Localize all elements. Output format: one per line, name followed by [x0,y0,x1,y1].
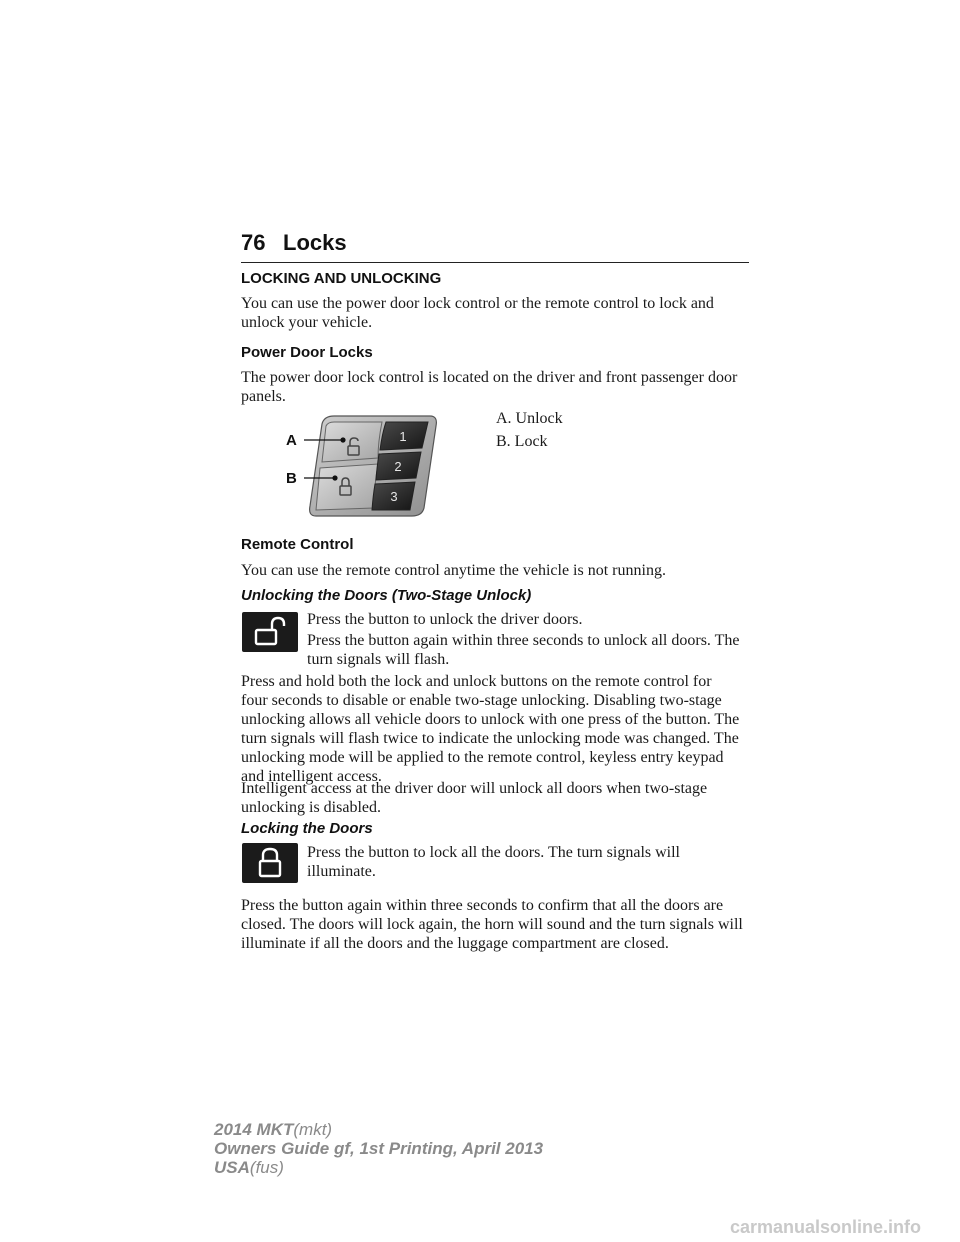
lock-icon [242,843,298,883]
intelligent-access-paragraph: Intelligent access at the driver door will unlock all doors when two-stage unlocking is disabled. [241,780,708,816]
door-lock-switch-figure [282,412,442,517]
page-header [241,228,749,263]
callout-lock: B. Lock [496,433,548,450]
section-heading-power-door-locks: Power Door Locks [241,344,373,361]
door-lock-switch-illustration [282,412,442,517]
lock-confirm-paragraph: Press the button again within three seconds to confirm that all the doors are closed. The doors will lock again, the horn will sound and the turn signals will illuminate if all the doors and the luggage compartment are closed. [241,897,743,952]
section-heading-locking-doors: Locking the Doors [241,820,373,837]
watermark: carmanualsonline.info [730,1217,922,1237]
section-heading-remote-control: Remote Control [241,536,354,553]
remote-control-paragraph: You can use the remote control anytime the vehicle is not running. [241,562,666,579]
unlock-step-1: Press the button to unlock the driver doors. [307,611,583,628]
memory-button-3-label: 3 [390,489,398,504]
lock-step-1: Press the button to lock all the doors. The turn signals will illuminate. [307,844,680,880]
footer-market-code: (fus) [249,1158,284,1177]
footer-model: 2014 MKT [214,1120,294,1139]
memory-button-1-label: 1 [399,429,407,444]
two-stage-unlock-paragraph: Press and hold both the lock and unlock buttons on the remote control for four seconds to disable or enable two-stage unlocking. Disabling two-stage unlocking allows all vehicle doors to unlock with one press of the button. The turn signals will flash twice to indicate the unlocking mode was changed. The unlocking mode will be applied to the remote control, keyless entry keypad and intelligent access. [241,673,740,785]
document-footer [214,1120,543,1177]
power-door-locks-paragraph: The power door lock control is located on the driver and front passenger door panels. [241,369,738,405]
section-heading-unlocking-doors: Unlocking the Doors (Two-Stage Unlock) [241,587,532,604]
section-heading-locking-unlocking: LOCKING AND UNLOCKING [241,270,442,287]
unlock-icon [242,612,298,652]
callout-letter-b: B [286,470,297,487]
callout-letter-a: A [286,432,297,449]
footer-model-code: (mkt) [293,1120,333,1139]
footer-printing: Owners Guide gf, 1st Printing, April 2013 [214,1139,544,1158]
figure-callout-list [496,409,563,455]
intro-paragraph: You can use the power door lock control or the remote control to lock and unlock your vehicle. [241,295,714,331]
page-number: 76 [241,230,266,255]
callout-unlock: A. Unlock [496,410,563,427]
footer-market: USA [214,1158,250,1177]
unlock-step-2: Press the button again within three seconds to unlock all doors. The turn signals will flash. [307,632,740,668]
memory-button-2-label: 2 [394,459,402,474]
page-title: Locks [283,230,347,255]
